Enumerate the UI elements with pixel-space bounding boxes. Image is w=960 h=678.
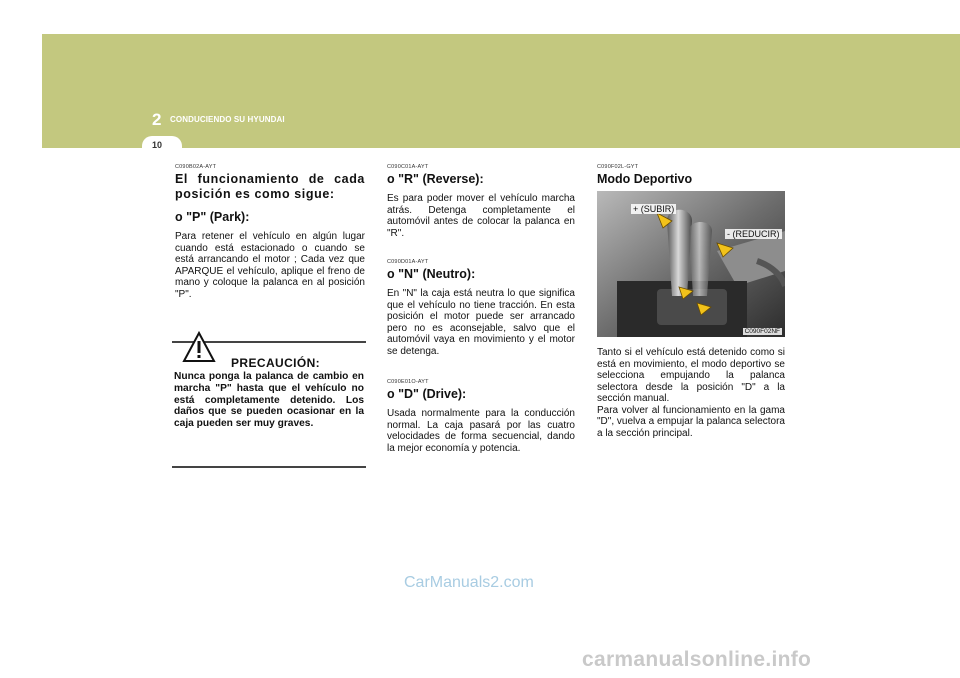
- caution-title: PRECAUCIÓN:: [231, 356, 321, 370]
- chapter-number: 2: [152, 110, 162, 129]
- gear-lever-illustration: [597, 191, 785, 337]
- header-band: [42, 34, 960, 148]
- section-heading: El funcionamiento de cada posición es como sigue:: [175, 172, 365, 201]
- sport-mode-code: C090F02L-GYT: [597, 164, 639, 170]
- caution-box: [172, 341, 366, 468]
- watermark-site: CarManuals2.com: [404, 574, 534, 591]
- section-code: C090B02A-AYT: [175, 164, 217, 170]
- column-3: [597, 164, 785, 439]
- warning-triangle-icon: [182, 331, 216, 363]
- photo-caption: C090F02NF: [744, 328, 780, 335]
- park-heading: o "P" (Park):: [175, 210, 250, 224]
- neutral-body: En "N" la caja está neutra lo que significa que el vehículo no tiene tracción. En esta posición el motor puede ser arrancado pero no es aconsejable, salvo que el automóvil vaya en movimiento y el motor se detenga.: [387, 288, 575, 357]
- drive-body: Usada normalmente para la conducción normal. La caja pasará por las cuatro velocidades de forma secuencial, dando la mejor economía y potencia.: [387, 408, 575, 454]
- reverse-code: C090C01A-AYT: [387, 164, 429, 170]
- chapter-title: CONDUCIENDO SU HYUNDAI: [170, 115, 285, 124]
- sport-mode-body: Tanto si el vehículo está detenido como si está en movimiento, el modo deportivo se selecciona empujando la palanca selectora desde la posición "D" a la sección manual. Para volver al funcionamiento en la gama "D", vuelva a empujar la palanca selectora a la sección principal.: [597, 347, 785, 439]
- watermark-footer: carmanualsonline.info: [582, 648, 812, 671]
- drive-code: C090E01O-AYT: [387, 379, 429, 385]
- column-1: [175, 164, 365, 300]
- neutral-code: C090D01A-AYT: [387, 259, 429, 265]
- neutral-heading: o "N" (Neutro):: [387, 267, 476, 281]
- reverse-body: Es para poder mover el vehículo marcha atrás. Detenga completamente el automóvil antes de colocar la palanca en "R".: [387, 193, 575, 239]
- caution-text: Nunca ponga la palanca de cambio en marcha "P" hasta que el vehículo no está completamente detenido. Los daños que se pueden ocasionar en la caja pueden ser muy graves.: [174, 371, 364, 430]
- shift-up-label: + (SUBIR): [633, 204, 675, 214]
- park-body: Para retener el vehículo en algún lugar cuando está estacionado o cuando se está arrancando el motor ; Cada vez que APARQUE el vehículo, aplique el freno de mano y coloque la palanca en al posición "P".: [175, 231, 365, 300]
- drive-heading: o "D" (Drive):: [387, 387, 467, 401]
- sport-mode-heading: Modo Deportivo: [597, 172, 693, 186]
- column-2: [387, 164, 575, 454]
- reverse-heading: o "R" (Reverse):: [387, 172, 484, 186]
- gear-shift-photo: [597, 191, 785, 337]
- shift-down-label: - (REDUCIR): [727, 229, 780, 239]
- page-number: 10: [152, 140, 163, 150]
